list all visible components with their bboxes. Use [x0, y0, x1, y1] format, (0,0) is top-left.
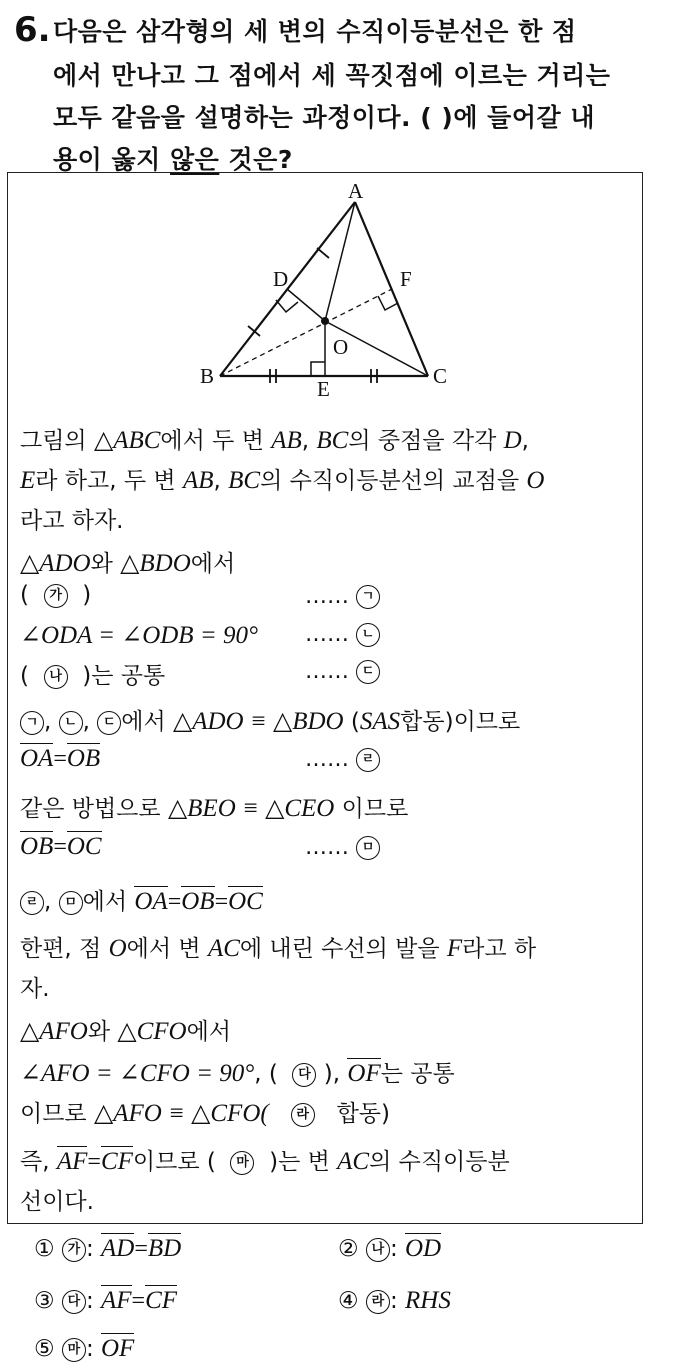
blank-na: 나	[44, 665, 68, 689]
question-line-3: 모두 같음을 설명하는 과정이다. ( )에 들어갈 내	[53, 103, 595, 132]
text: ,	[301, 428, 317, 454]
option-number: ②	[338, 1236, 359, 1262]
eq: =	[53, 746, 67, 772]
segment: CF	[145, 1287, 178, 1314]
tag-mark: ㄴ	[356, 623, 380, 647]
text: 한편, 점	[20, 936, 109, 962]
label-a: A	[348, 179, 364, 203]
eq: =	[87, 1149, 101, 1175]
right-angle-e	[311, 362, 325, 376]
proof-line-1	[20, 422, 529, 455]
math: △ADO	[20, 550, 91, 577]
option-number: ③	[34, 1288, 55, 1314]
option-number: ④	[338, 1288, 359, 1314]
mark: ㄹ	[20, 891, 44, 915]
proof-line-12: ㄹ , ㅁ 에서 OA=OB=OC	[20, 883, 263, 916]
proof-line-8: ㄱ , ㄴ , ㄷ 에서 △ADO ≡ △BDO (SAS합동)이므로	[20, 703, 520, 736]
segment: AD	[101, 1235, 135, 1262]
math: △AFO ≡ △CFO(	[93, 1100, 269, 1127]
text: 선이다.	[20, 1189, 94, 1215]
math: O	[526, 467, 545, 494]
segment: BD	[147, 1235, 182, 1262]
label-e: E	[317, 377, 330, 401]
option-5[interactable]: ⑤ 마 : OF	[34, 1335, 135, 1362]
math: △ADO ≡ △BDO	[173, 708, 344, 735]
blank-ga: 가	[44, 584, 68, 608]
math: F	[446, 935, 463, 962]
text: (	[20, 582, 29, 608]
segment: OA	[20, 745, 54, 772]
proof-line-15	[20, 1013, 231, 1046]
blank-ra: 라	[291, 1103, 315, 1127]
text: 그림의	[20, 428, 94, 454]
question-line-4-tail: 것은?	[219, 145, 293, 174]
tag-1	[305, 584, 380, 609]
segment: OB	[66, 745, 101, 772]
segment: AF	[101, 1287, 132, 1314]
math: E	[20, 467, 36, 494]
text: 이므로	[20, 1101, 94, 1127]
triangle-figure	[180, 176, 480, 401]
text: 와	[90, 551, 121, 577]
point-o	[321, 317, 329, 325]
math: AB	[182, 467, 214, 494]
text: 합동)이므로	[400, 709, 521, 735]
segment: CF	[100, 1148, 133, 1175]
question-line-1: 다음은 삼각형의 세 변의 수직이등분선은 한 점	[53, 17, 577, 46]
math: △CFO	[117, 1018, 187, 1045]
blank-ma: 마	[230, 1151, 254, 1175]
proof-line-4	[20, 545, 235, 578]
math: AC	[207, 935, 240, 962]
tag-mark: ㄱ	[356, 585, 380, 609]
text: 는 공통	[380, 1061, 455, 1087]
tag-3	[305, 659, 380, 684]
option-4[interactable]: ④ 라 : RHS	[338, 1287, 451, 1314]
tag-4	[305, 747, 380, 772]
mark: ㄴ	[59, 711, 83, 735]
text: (	[343, 709, 360, 735]
segment: AF	[56, 1148, 88, 1175]
text: )는 변	[269, 1149, 338, 1175]
option-2[interactable]: ② 나 : OD	[338, 1235, 442, 1262]
proof-line-14	[20, 970, 50, 1003]
text: 합동)	[329, 1101, 391, 1127]
math: △AFO	[20, 1018, 88, 1045]
math: AB	[271, 427, 302, 454]
question-number: 6.	[14, 10, 51, 50]
proof-line-2	[20, 462, 544, 495]
text: ),	[323, 1061, 348, 1087]
mark: ㅁ	[59, 891, 83, 915]
segment: OD	[405, 1235, 442, 1262]
text: 에서	[190, 551, 236, 577]
math: ∠ODA = ∠ODB = 90°	[20, 622, 258, 649]
tag-2	[305, 622, 380, 647]
underlined-word: 않은	[170, 145, 220, 174]
eq: =	[53, 834, 67, 860]
math: D	[503, 427, 522, 454]
text: 의 중점을 각각	[348, 428, 504, 454]
text: 에서 변	[126, 936, 208, 962]
math: ∠AFO = ∠CFO = 90°	[20, 1060, 255, 1087]
tag-5	[305, 835, 380, 860]
option-mark: 마	[62, 1338, 86, 1362]
option-mark: 나	[366, 1238, 390, 1262]
segment: OB	[20, 833, 54, 860]
option-number: ①	[34, 1236, 55, 1262]
proof-line-9	[20, 745, 100, 773]
dots: ……	[305, 584, 349, 609]
mark: ㄷ	[97, 711, 121, 735]
eq: =	[167, 889, 182, 915]
text: 같은 방법으로	[20, 796, 168, 822]
text: 에서	[186, 1019, 232, 1045]
text: 라고 하자.	[20, 508, 124, 534]
label-b: B	[200, 364, 215, 388]
option-3[interactable]: ③ 다 : AF=CF	[34, 1287, 178, 1314]
segment: OB	[181, 888, 215, 915]
proof-line-16	[20, 1055, 455, 1088]
proof-line-6	[20, 620, 258, 650]
math: BC	[228, 467, 261, 494]
segment-od	[287, 289, 325, 321]
text: ,	[521, 428, 529, 454]
proof-line-10	[20, 790, 408, 823]
text: 에서 두 변	[160, 428, 272, 454]
eq: =	[134, 1236, 148, 1262]
dots: ……	[305, 659, 349, 684]
right-angle-d	[276, 300, 298, 312]
text: (	[20, 663, 29, 689]
label-c: C	[433, 364, 448, 388]
option-number: ⑤	[34, 1336, 55, 1362]
option-mark: 다	[62, 1290, 86, 1314]
text: 에서	[82, 889, 135, 915]
segment: OA	[134, 888, 168, 915]
segment: OF	[347, 1060, 381, 1087]
proof-line-5	[20, 582, 91, 608]
option-mark: 라	[366, 1290, 390, 1314]
option-1[interactable]: ① 가 : AD=BD	[34, 1235, 182, 1262]
question-line-4-text: 용이 옳지	[53, 145, 171, 174]
text: )는 공통	[82, 663, 166, 689]
blank-da: 다	[292, 1063, 316, 1087]
option-text: RHS	[405, 1287, 451, 1314]
text: )	[82, 582, 92, 608]
tag-mark: ㄷ	[356, 660, 380, 684]
eq: =	[131, 1288, 146, 1314]
math: △BEO ≡ △CEO	[167, 795, 335, 822]
tag-mark: ㅁ	[356, 836, 380, 860]
text: ,	[213, 468, 229, 494]
proof-line-11	[20, 833, 102, 861]
proof-line-13	[20, 930, 536, 963]
text: 의 수직이등분	[369, 1149, 510, 1175]
mark: ㄱ	[20, 711, 44, 735]
tag-mark: ㄹ	[356, 748, 380, 772]
text: 라고 하	[462, 936, 537, 962]
text: 자.	[20, 976, 50, 1002]
label-d: D	[273, 267, 289, 291]
proof-line-7	[20, 657, 165, 690]
proof-line-19	[20, 1183, 94, 1216]
text: 에 내린 수선의 발을	[239, 936, 447, 962]
dashed-bf	[220, 289, 392, 376]
math: △ABC	[93, 427, 161, 454]
proof-line-18	[20, 1143, 510, 1176]
text: 와	[87, 1019, 118, 1045]
label-f: F	[400, 267, 412, 291]
math: AC	[337, 1148, 370, 1175]
text: , (	[254, 1061, 278, 1087]
dots: ……	[305, 747, 349, 772]
math: SAS	[359, 708, 401, 735]
label-o: O	[333, 335, 349, 359]
text: 이므로	[334, 796, 409, 822]
option-mark: 가	[62, 1238, 86, 1262]
question-line-2: 에서 만나고 그 점에서 세 꼭짓점에 이르는 거리는	[53, 61, 611, 90]
eq: =	[214, 889, 229, 915]
math: BC	[316, 427, 349, 454]
text: 의 수직이등분선의 교점을	[260, 468, 527, 494]
segment: OC	[228, 888, 263, 915]
text: 이므로 (	[132, 1149, 216, 1175]
tick-ad	[317, 248, 329, 258]
segment: OF	[101, 1335, 135, 1362]
math: △BDO	[120, 550, 191, 577]
segment: OC	[66, 833, 102, 860]
dots: ……	[305, 835, 349, 860]
math: O	[108, 935, 127, 962]
text: 즉,	[20, 1149, 57, 1175]
question-line-4	[53, 140, 293, 176]
proof-line-17	[20, 1095, 390, 1128]
proof-line-3	[20, 502, 124, 535]
text: 라 하고, 두 변	[35, 468, 183, 494]
dots: ……	[305, 622, 349, 647]
text: 에서	[121, 709, 173, 735]
